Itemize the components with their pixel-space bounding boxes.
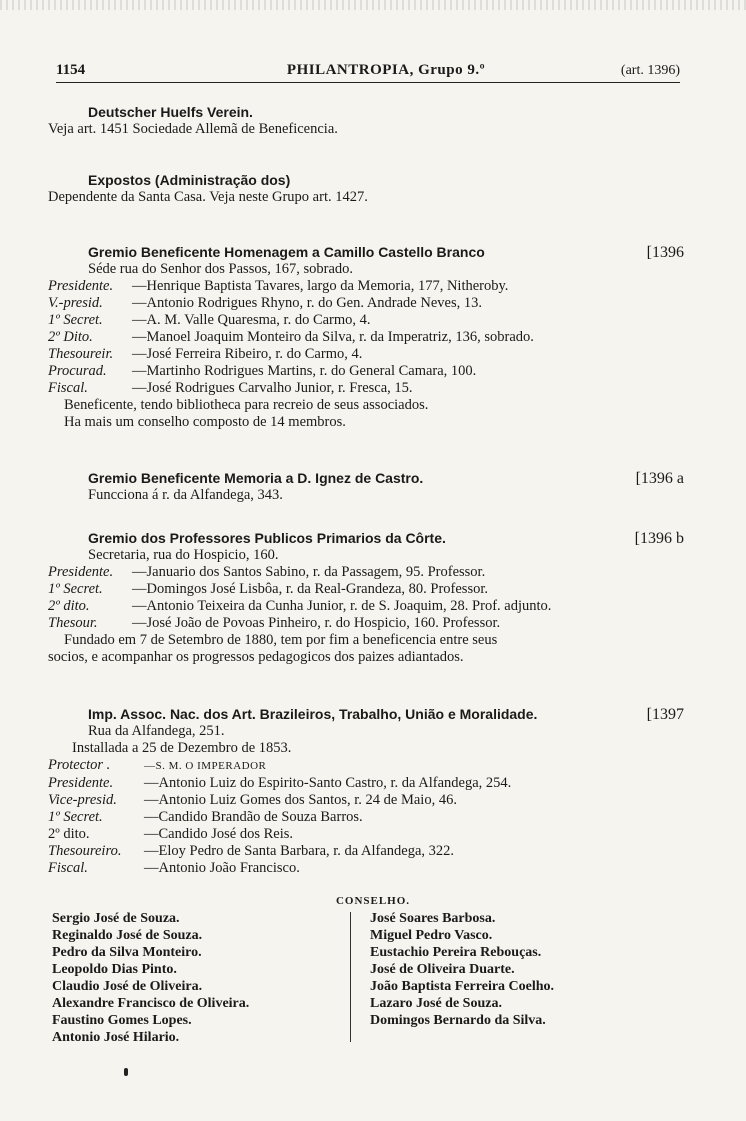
officer-row xyxy=(48,312,688,329)
officer-text: —Antonio Luiz Gomes dos Santos, r. 24 de Maio, 46. xyxy=(144,792,457,808)
officer-row xyxy=(48,757,688,775)
officer-role: Presidente. xyxy=(48,775,114,791)
member-name: Miguel Pedro Vasco. xyxy=(370,928,493,943)
officer-row xyxy=(48,809,688,826)
officer-row xyxy=(48,615,688,632)
officer-role: Fiscal. xyxy=(48,380,88,396)
entry-gremio-castro xyxy=(48,470,688,504)
officer-row xyxy=(48,826,688,843)
entry-line: Installada a 25 de Dezembro de 1853. xyxy=(72,740,292,756)
officer-role: Presidente. xyxy=(48,278,114,294)
officer-text: —Antonio Teixeira da Cunha Junior, r. de S. Joaquim, 28. Prof. adjunto. xyxy=(132,598,552,614)
page-header xyxy=(56,62,680,83)
member-name: Alexandre Francisco de Oliveira. xyxy=(52,996,250,1011)
officer-role: 2º dito. xyxy=(48,826,90,842)
entry-gremio-professores xyxy=(48,530,688,666)
member-name: Claudio José de Oliveira. xyxy=(52,979,203,994)
officer-role: V.-presid. xyxy=(48,295,103,311)
entry-heading: Gremio Beneficente Homenagem a Camillo Castello Branco xyxy=(88,244,485,260)
entry-heading: Expostos (Administração dos) xyxy=(88,172,291,188)
entry-seat: Secretaria, rua do Hospicio, 160. xyxy=(88,547,279,563)
ink-mark xyxy=(124,1068,128,1076)
member-name: Sergio José de Souza. xyxy=(52,911,180,926)
officer-text: —Domingos José Lisbôa, r. da Real-Grandeza, 80. Professor. xyxy=(132,581,488,597)
officer-role: 2º Dito. xyxy=(48,329,93,345)
officer-text: —Candido Brandão de Souza Barros. xyxy=(144,809,363,825)
member-name: José de Oliveira Duarte. xyxy=(370,962,515,977)
officer-role: 1º Secret. xyxy=(48,581,103,597)
column-divider xyxy=(350,912,351,1042)
officer-row xyxy=(48,295,688,312)
article-range: (art. 1396) xyxy=(620,63,680,78)
officer-text: —José Rodrigues Carvalho Junior, r. Fresca, 15. xyxy=(132,380,413,396)
entry-seat: Séde rua do Senhor dos Passos, 167, sobrado. xyxy=(88,261,354,277)
officer-role: Fiscal. xyxy=(48,860,88,876)
entry-heading: Imp. Assoc. Nac. dos Art. Brazileiros, Trabalho, União e Moralidade. xyxy=(88,706,538,722)
page-number: 1154 xyxy=(56,62,86,78)
officer-text: —Manoel Joaquim Monteiro da Silva, r. da Imperatriz, 136, sobrado. xyxy=(132,329,534,345)
member-name: Eustachio Pereira Rebouças. xyxy=(370,945,542,960)
member-name: Domingos Bernardo da Silva. xyxy=(370,1013,546,1028)
officer-role: Thesoureiro. xyxy=(48,843,122,859)
entry-line: Veja art. 1451 Sociedade Allemã de Beneficencia. xyxy=(48,121,338,137)
member-name: Reginaldo José de Souza. xyxy=(52,928,203,943)
officer-text: —José João de Povoas Pinheiro, r. do Hospicio, 160. Professor. xyxy=(132,615,501,631)
officer-text: —Martinho Rodrigues Martins, r. do General Camara, 100. xyxy=(132,363,477,379)
officer-text: —Candido José dos Reis. xyxy=(144,826,294,842)
member-name: Pedro da Silva Monteiro. xyxy=(52,945,202,960)
entry-heading: Gremio dos Professores Publicos Primarios da Côrte. xyxy=(88,530,446,546)
entry-deutscher xyxy=(48,104,688,138)
officer-row xyxy=(48,346,688,363)
entry-gremio-camillo xyxy=(48,244,688,431)
article-ref: [1397 xyxy=(646,706,684,723)
entry-expostos xyxy=(48,172,688,206)
officer-row xyxy=(48,363,688,380)
officer-row xyxy=(48,380,688,397)
entry-line: Dependente da Santa Casa. Veja neste Grupo art. 1427. xyxy=(48,189,368,205)
officer-row xyxy=(48,860,688,877)
officer-row xyxy=(48,564,688,581)
officer-row xyxy=(48,278,688,295)
officer-role: Vice-presid. xyxy=(48,792,117,808)
scan-edge-noise xyxy=(0,0,746,10)
officer-text: —Henrique Baptista Tavares, largo da Memoria, 177, Nitheroby. xyxy=(132,278,509,294)
article-ref: [1396 xyxy=(646,244,684,261)
officer-role: Thesour. xyxy=(48,615,98,631)
member-name: Lazaro José de Souza. xyxy=(370,996,502,1011)
article-ref: [1396 a xyxy=(635,470,684,487)
entry-heading: Gremio Beneficente Memoria a D. Ignez de Castro. xyxy=(88,470,424,486)
officer-row xyxy=(48,598,688,615)
member-name: José Soares Barbosa. xyxy=(370,911,496,926)
officer-role: Procurad. xyxy=(48,363,107,379)
conselho-left-column xyxy=(52,910,249,1046)
officer-row xyxy=(48,843,688,860)
member-name: João Baptista Ferreira Coelho. xyxy=(370,979,555,994)
entry-line: Rua da Alfandega, 251. xyxy=(88,723,225,739)
entry-description: Beneficente, tendo bibliotheca para recreio de seus associados. xyxy=(64,397,429,413)
officer-role: Thesoureir. xyxy=(48,346,114,362)
officer-text: —Antonio Rodrigues Rhyno, r. do Gen. Andrade Neves, 13. xyxy=(132,295,482,311)
officer-role: 2º dito. xyxy=(48,598,90,614)
officer-role: Protector . xyxy=(48,757,111,773)
member-name: Leopoldo Dias Pinto. xyxy=(52,962,177,977)
member-name: Faustino Gomes Lopes. xyxy=(52,1013,192,1028)
article-ref: [1396 b xyxy=(634,530,684,547)
page-title: PHILANTROPIA, Grupo 9.º xyxy=(286,62,486,78)
entry-line: Funcciona á r. da Alfandega, 343. xyxy=(88,487,283,503)
officer-row xyxy=(48,792,688,809)
officer-text: —Antonio João Francisco. xyxy=(144,860,300,876)
officer-text: —Januario dos Santos Sabino, r. da Passagem, 95. Professor. xyxy=(132,564,486,580)
conselho-heading: CONSELHO. xyxy=(335,895,411,907)
member-name: Antonio José Hilario. xyxy=(52,1030,180,1045)
officer-row xyxy=(48,775,688,792)
officer-text: —S. M. O IMPERADOR xyxy=(144,760,267,772)
officer-text: —Eloy Pedro de Santa Barbara, r. da Alfandega, 322. xyxy=(144,843,455,859)
officer-role: 1º Secret. xyxy=(48,809,103,825)
entry-description: socios, e acompanhar os progressos pedagogicos dos paizes adiantados. xyxy=(48,649,464,665)
entry-imp-assoc xyxy=(48,706,688,877)
entry-description: Fundado em 7 de Setembro de 1880, tem por fim a beneficencia entre seus xyxy=(64,632,498,648)
officer-text: —Antonio Luiz do Espirito-Santo Castro, r. da Alfandega, 254. xyxy=(144,775,512,791)
entry-heading: Deutscher Huelfs Verein. xyxy=(88,104,253,120)
officer-role: 1º Secret. xyxy=(48,312,103,328)
officer-role: Presidente. xyxy=(48,564,114,580)
conselho-right-column xyxy=(370,910,554,1029)
entry-description: Ha mais um conselho composto de 14 membros. xyxy=(64,414,346,430)
officer-row xyxy=(48,581,688,598)
officer-text: —A. M. Valle Quaresma, r. do Carmo, 4. xyxy=(132,312,371,328)
officer-row xyxy=(48,329,688,346)
officer-text: —José Ferreira Ribeiro, r. do Carmo, 4. xyxy=(132,346,363,362)
